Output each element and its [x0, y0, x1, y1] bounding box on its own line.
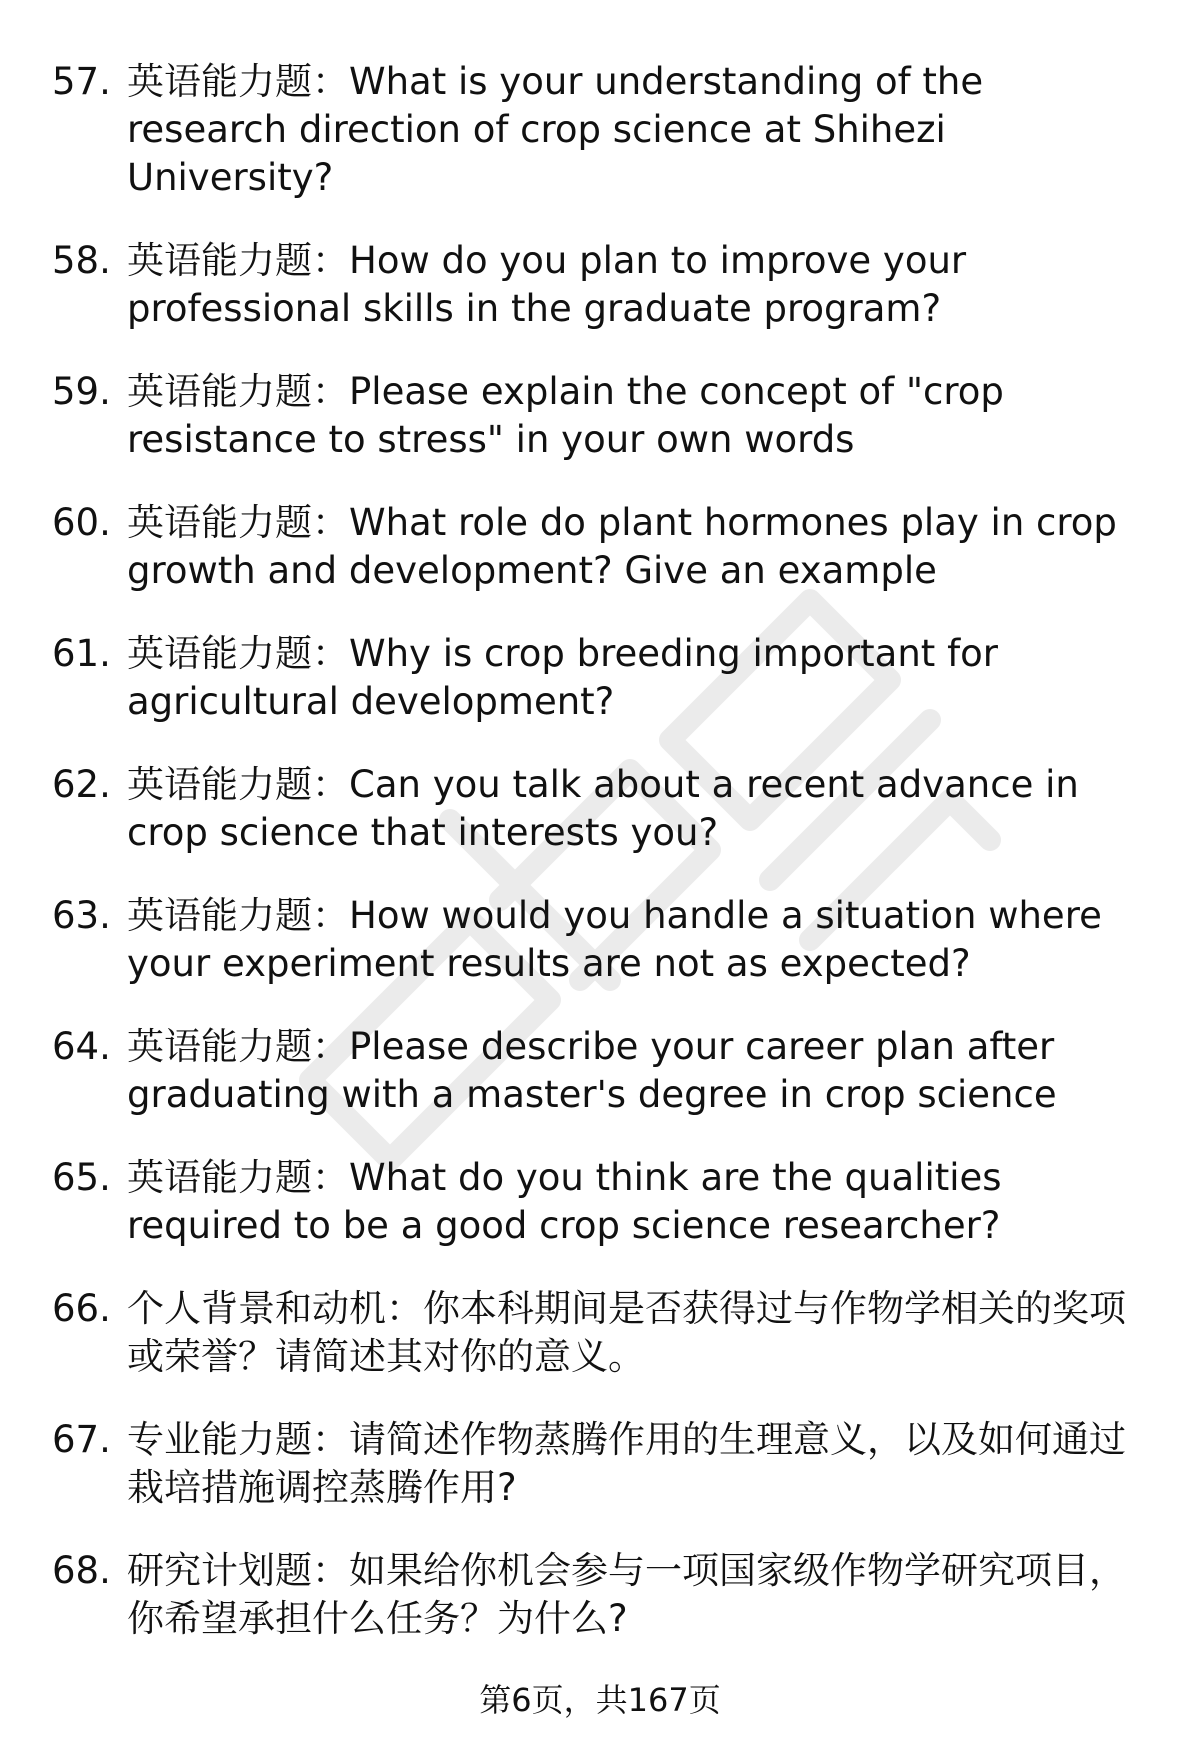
question-body: 你本科期间是否获得过与作物学相关的奖项或荣誉？请简述其对你的意义。 — [127, 1287, 1126, 1378]
question-text — [127, 1416, 1152, 1512]
question-text — [127, 1154, 1152, 1250]
question-text — [127, 630, 1152, 726]
question-body: Why is crop breeding important for agricultural development? — [127, 632, 998, 723]
question-text — [127, 368, 1152, 464]
question-category: 英语能力题： — [127, 60, 349, 103]
question-item — [52, 761, 1152, 857]
question-number: 62. — [52, 763, 111, 806]
question-text — [127, 892, 1152, 988]
question-number: 59. — [52, 370, 111, 413]
question-text — [127, 1023, 1152, 1119]
question-number: 60. — [52, 501, 111, 544]
question-text — [127, 237, 1152, 333]
question-body: How would you handle a situation where your experiment results are not as expected? — [127, 894, 1102, 985]
question-text — [127, 1547, 1152, 1643]
question-number: 63. — [52, 894, 111, 937]
question-category: 研究计划题： — [127, 1549, 349, 1592]
question-category: 英语能力题： — [127, 632, 349, 675]
question-category: 英语能力题： — [127, 239, 349, 282]
question-text — [127, 499, 1152, 595]
question-body: 请简述作物蒸腾作用的生理意义，以及如何通过栽培措施调控蒸腾作用? — [127, 1418, 1126, 1509]
question-number: 58. — [52, 239, 111, 282]
question-item — [52, 237, 1152, 333]
question-body: What is your understanding of the research direction of crop science at Shihezi University? — [127, 60, 984, 199]
question-item — [52, 1547, 1152, 1643]
question-number: 65. — [52, 1156, 111, 1199]
question-number: 66. — [52, 1287, 111, 1330]
question-category: 英语能力题： — [127, 1156, 349, 1199]
question-item — [52, 1285, 1152, 1381]
question-body: What role do plant hormones play in crop growth and development? Give an example — [127, 501, 1117, 592]
question-category: 专业能力题： — [127, 1418, 349, 1461]
question-item — [52, 1416, 1152, 1512]
question-text — [127, 761, 1152, 857]
question-item — [52, 630, 1152, 726]
question-item — [52, 499, 1152, 595]
question-number: 61. — [52, 632, 111, 675]
question-item — [52, 58, 1152, 202]
question-list — [52, 58, 1152, 1678]
question-item — [52, 368, 1152, 464]
question-body: Please describe your career plan after graduating with a master's degree in crop science — [127, 1025, 1057, 1116]
question-body: 如果给你机会参与一项国家级作物学研究项目，你希望承担什么任务？为什么? — [127, 1549, 1126, 1640]
question-item — [52, 892, 1152, 988]
question-body: What do you think are the qualities required to be a good crop science researcher? — [127, 1156, 1002, 1247]
question-item — [52, 1023, 1152, 1119]
question-body: How do you plan to improve your professional skills in the graduate program? — [127, 239, 967, 330]
question-text — [127, 58, 1152, 202]
question-category: 英语能力题： — [127, 763, 349, 806]
question-category: 个人背景和动机： — [127, 1287, 423, 1330]
question-category: 英语能力题： — [127, 1025, 349, 1068]
question-text — [127, 1285, 1152, 1381]
question-number: 67. — [52, 1418, 111, 1461]
question-category: 英语能力题： — [127, 501, 349, 544]
question-item — [52, 1154, 1152, 1250]
page-footer: 第6页，共167页 — [479, 1681, 721, 1719]
question-category: 英语能力题： — [127, 370, 349, 413]
question-body: Can you talk about a recent advance in crop science that interests you? — [127, 763, 1079, 854]
question-body: Please explain the concept of "crop resistance to stress" in your own words — [127, 370, 1004, 461]
question-number: 64. — [52, 1025, 111, 1068]
question-number: 68. — [52, 1549, 111, 1592]
question-number: 57. — [52, 60, 111, 103]
question-category: 英语能力题： — [127, 894, 349, 937]
